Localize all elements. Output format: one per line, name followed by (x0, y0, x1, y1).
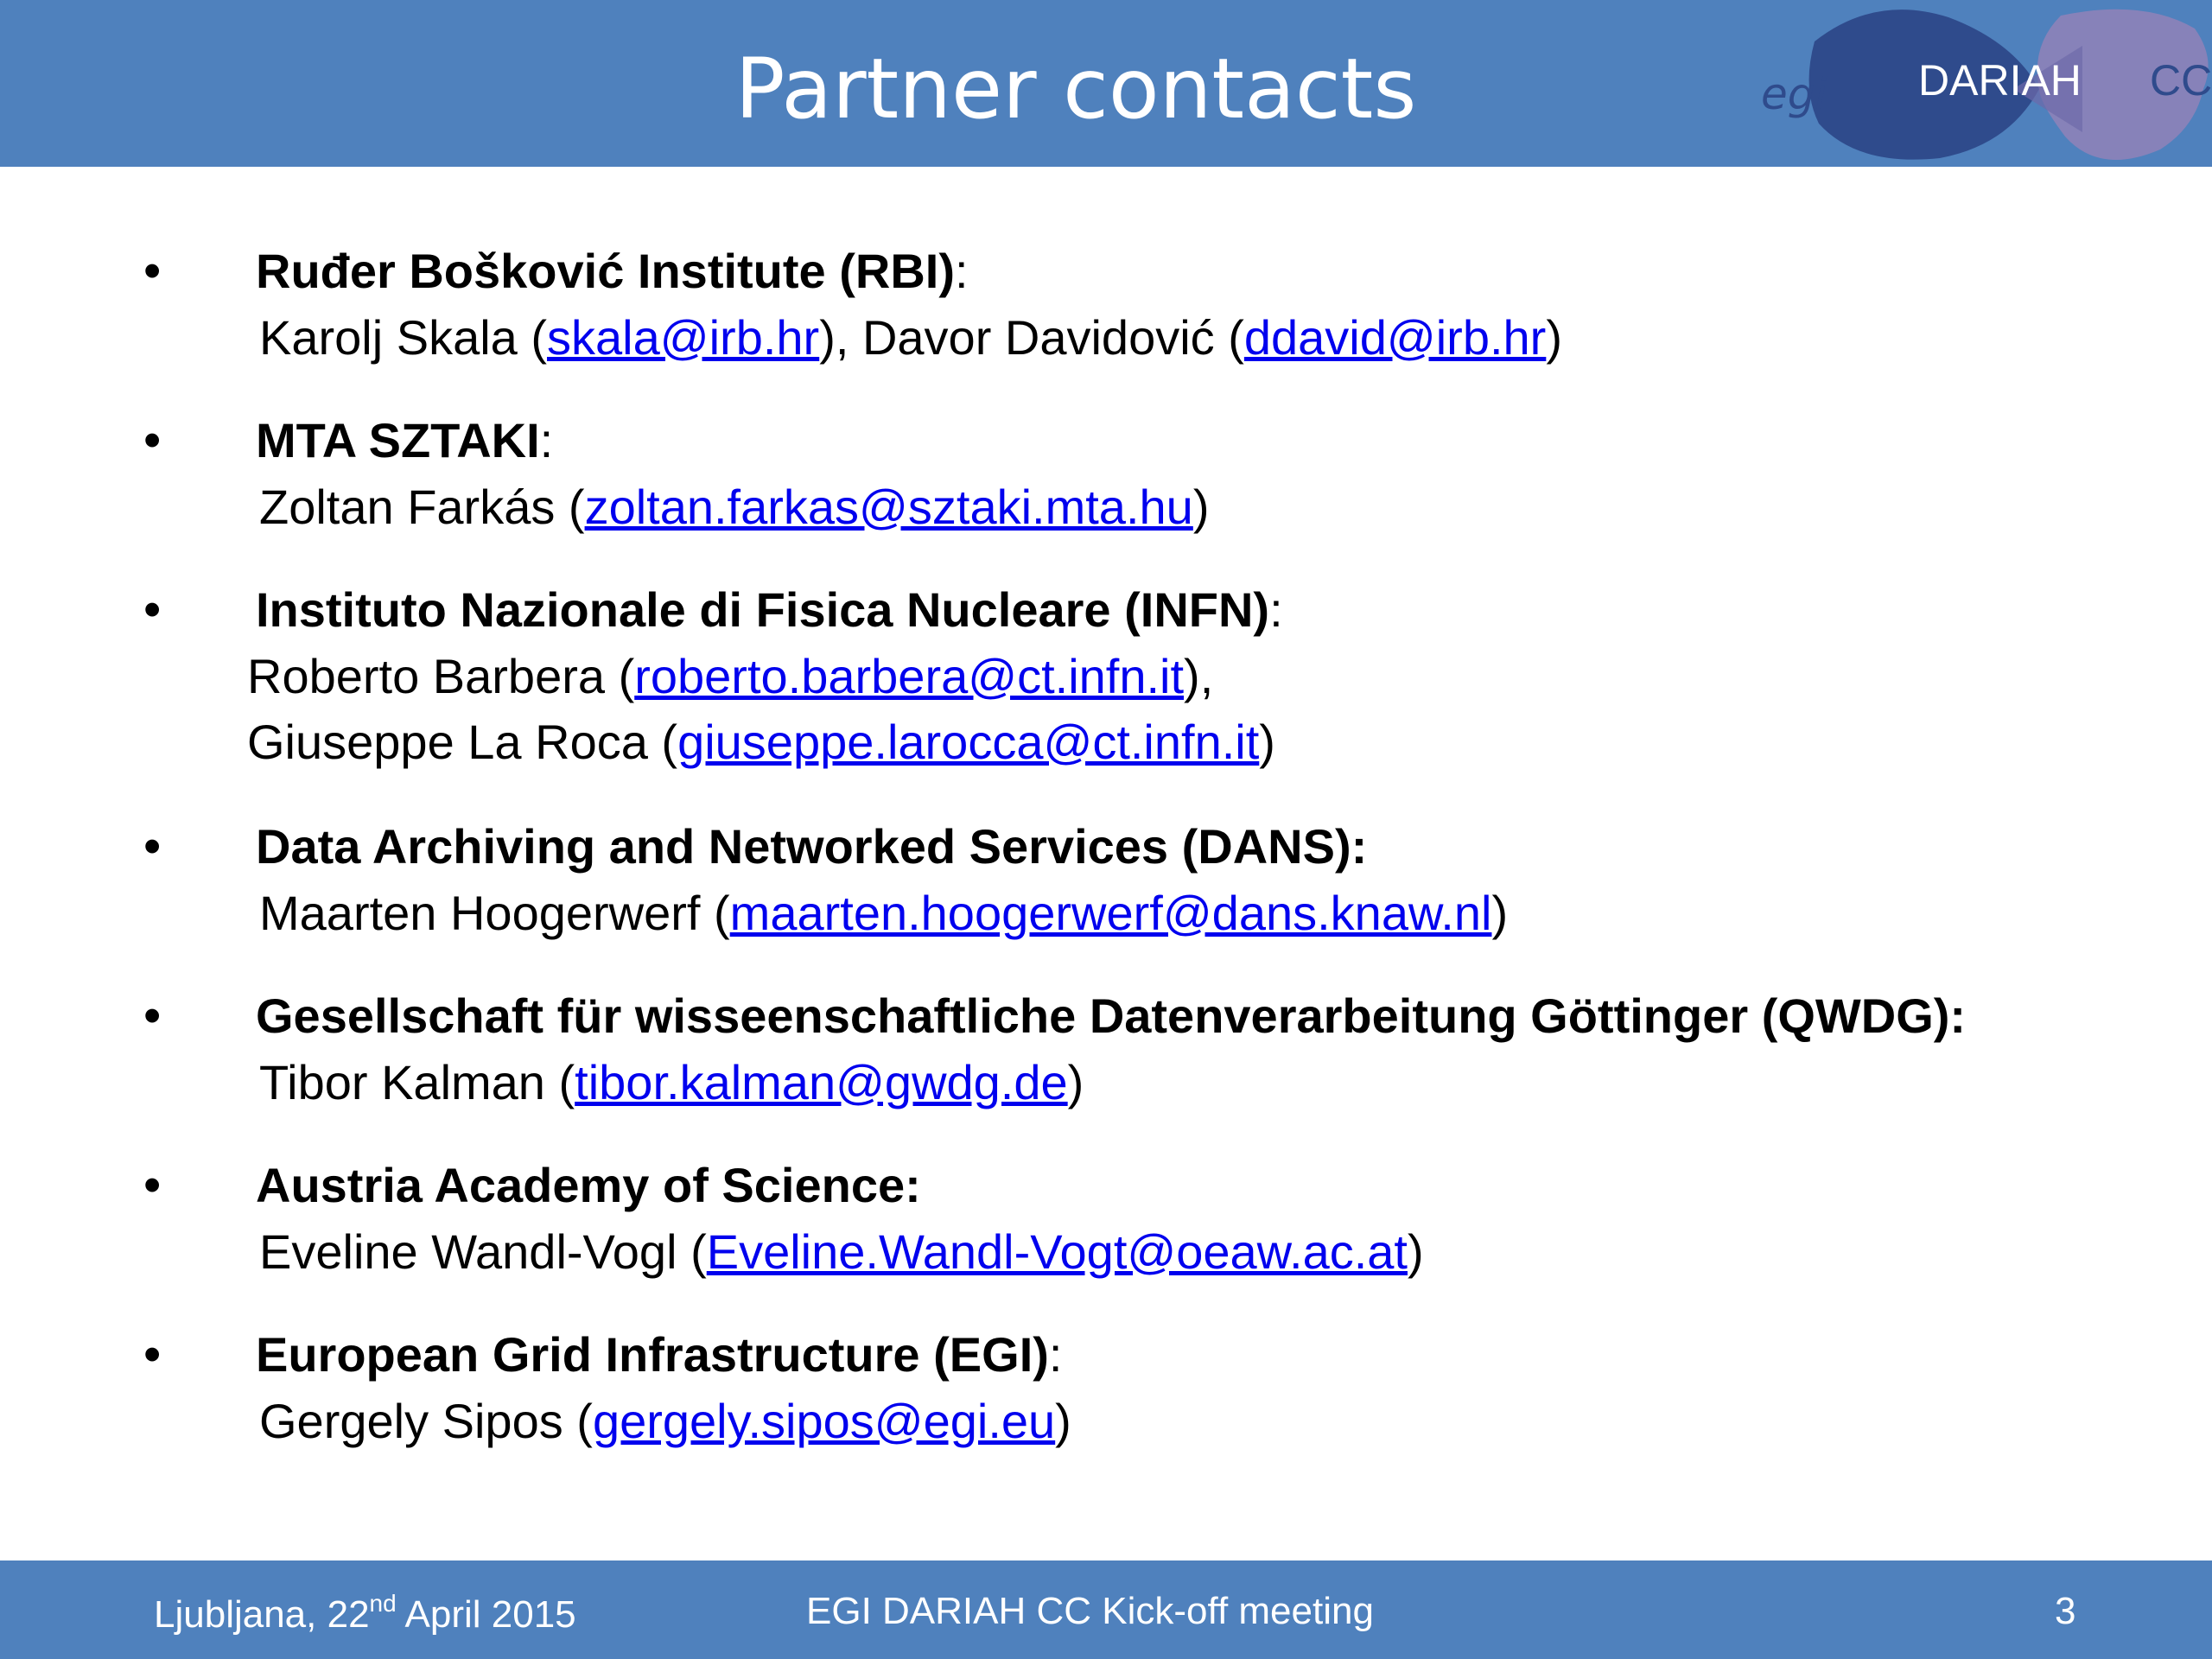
egi-dariah-cc-logo (1754, 7, 2212, 162)
contact-line: Roberto Barbera (roberto.barbera@ct.infn.it), (247, 649, 1214, 703)
slide-title: Partner contacts (734, 41, 1417, 137)
org-name: MTA SZTAKI: (256, 413, 554, 467)
email-link[interactable]: roberto.barbera@ct.infn.it (634, 649, 1185, 703)
email-link[interactable]: skala@irb.hr (547, 310, 820, 365)
contact-line: Zoltan Farkás (zoltan.farkas@sztaki.mta.hu) (259, 480, 1210, 534)
contact-line: Maarten Hoogerwerf (maarten.hoogerwerf@dans.knaw.nl) (259, 886, 1509, 940)
logo-egi-text: egi (1761, 69, 1827, 119)
contact-line: Eveline Wandl-Vogl (Eveline.Wandl-Vogt@oeaw.ac.at) (259, 1224, 1424, 1279)
org-name: Austria Academy of Science: (256, 1158, 921, 1212)
bullet: • (143, 412, 162, 468)
org-name: Gesellschaft für wisseenschaftliche Datenverarbeitung Göttinger (QWDG): (256, 988, 1967, 1043)
email-link[interactable]: tibor.kalman@gwdg.de (575, 1055, 1068, 1109)
org-name: European Grid Infrastructure (EGI): (256, 1327, 1063, 1382)
page-number: 3 (2055, 1590, 2076, 1632)
contact-line: Gergely Sipos (gergely.sipos@egi.eu) (259, 1394, 1071, 1448)
email-link[interactable]: gergely.sipos@egi.eu (592, 1394, 1056, 1448)
email-link[interactable]: maarten.hoogerwerf@dans.knaw.nl (729, 886, 1492, 940)
logo-cc-text: CC (2150, 56, 2212, 105)
bullet: • (143, 818, 162, 874)
org-name: Data Archiving and Networked Services (DANS): (256, 819, 1368, 874)
contact-line: Karolj Skala (skala@irb.hr), Davor Davidović (ddavid@irb.hr) (259, 310, 1562, 365)
org-name: Ruđer Bošković Institute (RBI): (256, 244, 969, 298)
email-link[interactable]: zoltan.farkas@sztaki.mta.hu (584, 480, 1193, 534)
email-link[interactable]: Eveline.Wandl-Vogt@oeaw.ac.at (706, 1224, 1408, 1279)
email-link[interactable]: ddavid@irb.hr (1243, 310, 1547, 365)
bullet: • (143, 1326, 162, 1382)
slide-footer (0, 1560, 2212, 1659)
footer-location-date: Ljubljana, 22nd April 2015 (154, 1590, 576, 1636)
org-name: Instituto Nazionale di Fisica Nucleare (INFN): (256, 582, 1283, 637)
footer-event: EGI DARIAH CC Kick-off meeting (806, 1590, 1374, 1632)
bullet: • (143, 988, 162, 1044)
contact-line: Giuseppe La Roca (giuseppe.larocca@ct.infn.it) (247, 715, 1275, 769)
slide-header (0, 0, 2212, 167)
email-link[interactable]: giuseppe.larocca@ct.infn.it (677, 715, 1260, 769)
bullet: • (143, 1157, 162, 1213)
bullet: • (143, 582, 162, 638)
contact-line: Tibor Kalman (tibor.kalman@gwdg.de) (259, 1055, 1084, 1109)
bullet: • (143, 243, 162, 299)
logo-dariah-text: DARIAH (1918, 56, 2082, 105)
